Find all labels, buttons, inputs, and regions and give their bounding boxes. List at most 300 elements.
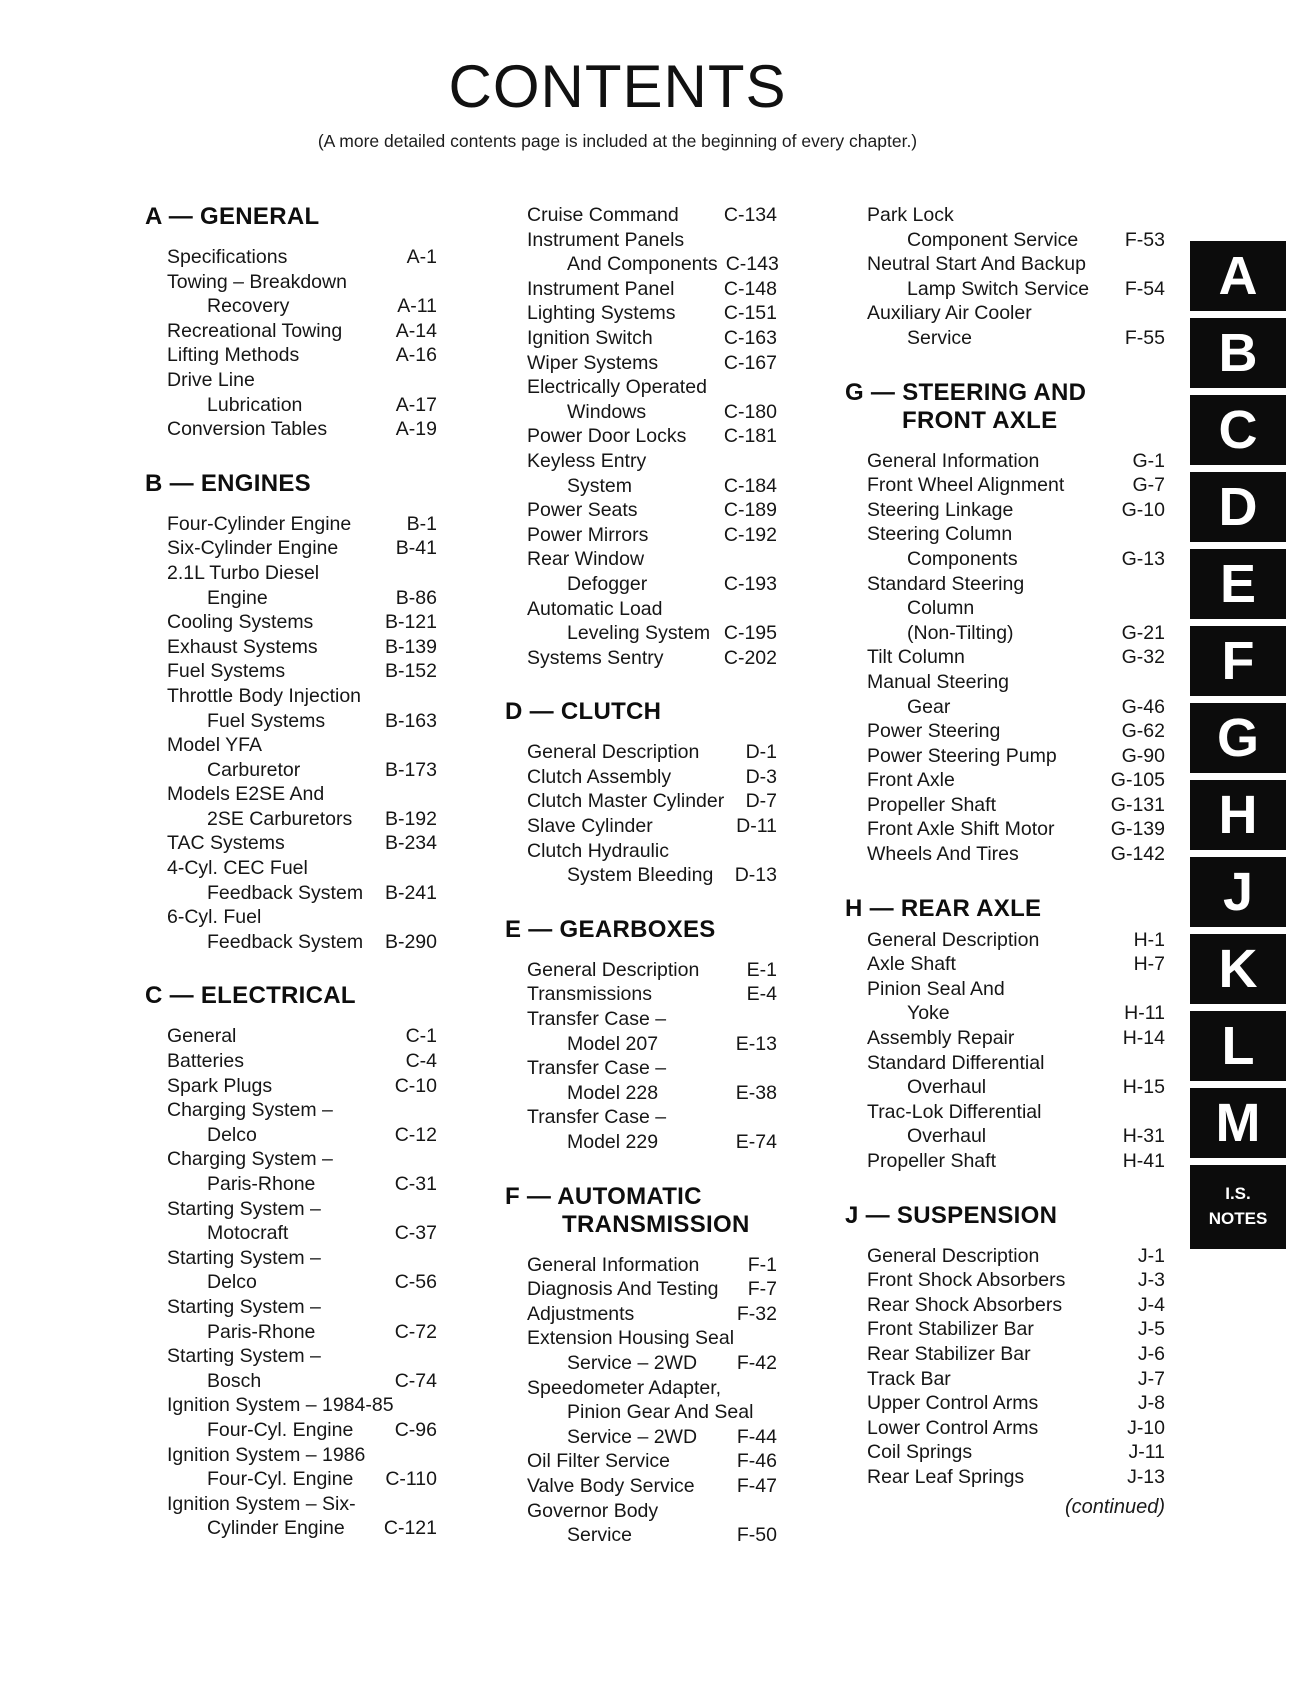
toc-entry-label: Axle Shaft (867, 953, 956, 976)
toc-entry-label: Four-Cylinder Engine (167, 512, 352, 535)
toc-entry-label: Trac-Lok Differential (867, 1100, 1042, 1123)
section-heading: G — STEERING AND FRONT AXLE (845, 378, 1087, 434)
section-heading: A — GENERAL (145, 203, 320, 230)
toc-entry-label: Steering Linkage (867, 498, 1014, 521)
toc-entry-page-number: C-151 (723, 302, 777, 325)
toc-entry (505, 621, 777, 646)
toc-entry-label: General Description (867, 1244, 1040, 1267)
toc-entry-page-number: C-134 (723, 204, 777, 226)
toc-entry-page-number: C-192 (723, 523, 777, 546)
toc-entry-page-number: E-1 (746, 958, 777, 981)
toc-entry-page-number: J-4 (1137, 1293, 1165, 1316)
toc-entry (145, 831, 437, 856)
toc-entry-label: Extension Housing Seal (527, 1327, 735, 1350)
toc-entry (505, 547, 777, 572)
toc-entry-label: Transfer Case – (527, 1057, 667, 1080)
toc-entry-label: Cruise Command (527, 204, 679, 226)
toc-entry (845, 1367, 1165, 1392)
toc-entry (505, 252, 777, 277)
toc-entry-label: Lamp Switch Service (907, 277, 1090, 300)
toc-entry (145, 1516, 437, 1541)
toc-entry-page-number: G-21 (1121, 621, 1165, 644)
toc-entry-page-number: B-86 (395, 586, 437, 609)
toc-entry (145, 684, 437, 709)
toc-entry-label: Power Mirrors (527, 523, 649, 546)
toc-entry-page-number: B-192 (384, 807, 437, 830)
toc-entry (145, 417, 437, 442)
toc-entry-label: Front Axle (867, 769, 955, 792)
toc-entry-label: Model YFA (167, 734, 263, 757)
toc-entry-page-number: A-11 (397, 295, 437, 318)
toc-entry (145, 343, 437, 368)
toc-entry-label: Lubrication (207, 393, 303, 416)
toc-entry-page-number: F-50 (736, 1524, 777, 1547)
toc-entry-label: Yoke (907, 1002, 950, 1025)
toc-entry-label: Drive Line (167, 368, 255, 391)
toc-entry-page-number: G-105 (1110, 769, 1165, 792)
toc-entry-label: Overhaul (907, 1076, 987, 1099)
toc-entry-page-number: H-41 (1122, 1150, 1165, 1172)
toc-entry (505, 572, 777, 597)
toc-entry (845, 1075, 1165, 1100)
toc-entry (505, 449, 777, 474)
toc-entry (505, 1351, 777, 1376)
toc-entry (505, 1007, 777, 1032)
toc-entry-label: (Non-Tilting) (907, 621, 1014, 644)
toc-entry-label: Bosch (207, 1369, 262, 1392)
toc-entry-page-number: C-193 (723, 572, 777, 595)
toc-entry (845, 1001, 1165, 1026)
toc-entry (145, 807, 437, 832)
toc-entry (845, 1149, 1165, 1174)
toc-entry (505, 958, 777, 983)
toc-entry-label: Starting System – (167, 1197, 321, 1220)
toc-entry-label: Recovery (207, 295, 290, 318)
toc-entry-label: Keyless Entry (527, 449, 647, 472)
toc-entry (145, 1270, 437, 1295)
toc-entry (145, 512, 437, 537)
toc-entry (145, 1172, 437, 1197)
toc-entry (845, 596, 1165, 621)
section-heading: D — CLUTCH (505, 698, 662, 726)
toc-entry-label: Feedback System (207, 930, 364, 953)
toc-entry-page-number: G-7 (1132, 474, 1165, 497)
chapter-tab-m: M (1190, 1088, 1286, 1158)
toc-entry-label: Motocraft (207, 1222, 289, 1245)
toc-entry-label: Clutch Hydraulic (527, 839, 669, 862)
chapter-tab-is-notes: I.S. NOTES (1190, 1165, 1286, 1249)
toc-entry-label: Assembly Repair (867, 1027, 1015, 1050)
toc-entry (145, 1320, 437, 1345)
toc-entry (505, 498, 777, 523)
toc-entry (845, 695, 1165, 720)
toc-entry-label: Delco (207, 1123, 257, 1146)
toc-entry-label: Cylinder Engine (207, 1517, 345, 1540)
toc-entry (845, 473, 1165, 498)
toc-entry-label: Propeller Shaft (867, 793, 996, 816)
toc-entry-label: Service – 2WD (567, 1351, 698, 1374)
toc-entry-label: Carburetor (207, 758, 301, 781)
toc-entry (505, 982, 777, 1007)
toc-entry-label: And Components (567, 253, 718, 276)
toc-entry-page-number: B-163 (384, 709, 437, 732)
toc-entry (145, 782, 437, 807)
toc-entry (505, 301, 777, 326)
chapter-tab-j: J (1190, 857, 1286, 927)
toc-entry-label: 2.1L Turbo Diesel (167, 561, 320, 584)
toc-entry (505, 839, 777, 864)
toc-entry-label: Ignition Switch (527, 326, 653, 349)
toc-entry-page-number: C-12 (394, 1123, 437, 1146)
toc-entry-page-number: C-163 (723, 326, 777, 349)
toc-entry-page-number: F-32 (736, 1302, 777, 1325)
toc-entry-label: Automatic Load (527, 597, 663, 620)
toc-entry-label: Wheels And Tires (867, 843, 1019, 866)
toc-entry (145, 1246, 437, 1271)
toc-entry-label: Power Steering Pump (867, 744, 1057, 767)
toc-entry (845, 1440, 1165, 1465)
toc-entry (145, 733, 437, 758)
toc-entry-label: General Information (867, 449, 1040, 472)
toc-entry-page-number: C-184 (723, 474, 777, 497)
toc-entry (505, 228, 777, 253)
toc-entry-label: Pinion Gear And Seal (567, 1401, 754, 1424)
toc-entry-page-number: G-1 (1132, 449, 1165, 472)
toc-entry-label: Speedometer Adapter, (527, 1376, 722, 1399)
chapter-tab-l: L (1190, 1011, 1286, 1081)
toc-entry-label: Transfer Case – (527, 1106, 667, 1129)
toc-entry-label: Recreational Towing (167, 319, 343, 342)
toc-entry (845, 670, 1165, 695)
toc-entry-label: Upper Control Arms (867, 1392, 1039, 1415)
toc-entry (845, 228, 1165, 253)
toc-entry-label: Rear Shock Absorbers (867, 1293, 1063, 1316)
toc-entry-label: Wiper Systems (527, 351, 659, 374)
toc-entry-label: Lower Control Arms (867, 1416, 1039, 1439)
toc-entry (145, 1369, 437, 1394)
toc-entry-label: Diagnosis And Testing (527, 1278, 719, 1301)
toc-entry-page-number: J-10 (1127, 1416, 1165, 1439)
toc-entry (845, 928, 1165, 953)
toc-entry (845, 952, 1165, 977)
toc-entry-page-number: J-5 (1137, 1318, 1165, 1341)
toc-entry-page-number: C-110 (385, 1468, 437, 1491)
toc-entry (145, 1024, 437, 1049)
toc-entry-label: Throttle Body Injection (167, 684, 362, 707)
toc-entry-label: Windows (567, 400, 647, 423)
toc-entry-label: Paris-Rhone (207, 1173, 316, 1195)
toc-entry-label: Front Stabilizer Bar (867, 1318, 1034, 1341)
toc-entry (845, 572, 1165, 597)
toc-entry (505, 277, 777, 302)
toc-entry-label: Fuel Systems (167, 660, 286, 683)
toc-entry-label: Steering Column (867, 523, 1013, 546)
toc-entry-label: Six-Cylinder Engine (167, 537, 339, 560)
toc-entry (145, 659, 437, 684)
toc-entry (505, 351, 777, 376)
toc-entry (145, 1492, 437, 1517)
toc-entry-label: Electrically Operated (527, 376, 707, 399)
toc-entry-label: General Information (527, 1253, 700, 1276)
toc-entry-page-number: G-46 (1121, 695, 1165, 718)
toc-column-3 (845, 203, 1165, 1490)
toc-entry-label: Track Bar (867, 1367, 951, 1390)
toc-entry-label: Service (907, 326, 973, 349)
toc-entry (145, 368, 437, 393)
toc-entry-label: Delco (207, 1271, 257, 1294)
toc-entry-page-number: F-44 (736, 1425, 777, 1448)
toc-entry-page-number: B-121 (384, 611, 437, 634)
toc-entry-label: Starting System – (167, 1295, 321, 1318)
toc-entry-page-number: A-1 (406, 246, 437, 268)
toc-entry-page-number: J-8 (1137, 1392, 1165, 1415)
toc-entry-label: Neutral Start And Backup (867, 253, 1086, 276)
toc-entry-page-number: C-10 (394, 1074, 437, 1097)
toc-entry (505, 646, 777, 671)
toc-entry (845, 522, 1165, 547)
toc-entry (505, 1081, 777, 1106)
toc-entry-label: Front Wheel Alignment (867, 474, 1065, 497)
toc-entry-label: Ignition System – Six- (167, 1492, 356, 1515)
toc-entry-page-number: G-131 (1110, 793, 1165, 816)
toc-entry-label: Front Shock Absorbers (867, 1269, 1066, 1292)
toc-entry (845, 793, 1165, 818)
toc-entry-label: Model 228 (567, 1081, 659, 1104)
toc-entry (145, 1197, 437, 1222)
chapter-tab-strip (1190, 241, 1286, 1249)
page-title: CONTENTS (448, 53, 787, 120)
toc-entry-label: Cooling Systems (167, 611, 314, 634)
toc-entry-label: General Description (527, 741, 700, 764)
toc-entry-page-number: C-4 (405, 1050, 437, 1073)
toc-entry (505, 1302, 777, 1327)
toc-entry-label: Clutch Assembly (527, 765, 672, 788)
toc-column-1 (145, 203, 437, 1541)
toc-entry-label: Rear Leaf Springs (867, 1465, 1025, 1488)
toc-entry-label: Rear Window (527, 548, 645, 571)
toc-entry (145, 319, 437, 344)
toc-entry-label: Park Lock (867, 204, 954, 226)
toc-column-2 (505, 203, 777, 1548)
toc-entry (505, 1056, 777, 1081)
toc-entry (505, 1425, 777, 1450)
toc-entry-label: General Description (867, 928, 1040, 951)
toc-entry-page-number: F-55 (1124, 326, 1165, 349)
toc-entry (845, 326, 1165, 351)
toc-entry-label: Defogger (567, 572, 648, 595)
section-heading: C — ELECTRICAL (145, 982, 356, 1010)
toc-entry-label: 6-Cyl. Fuel (167, 906, 262, 929)
toc-entry-page-number: B-241 (384, 881, 437, 904)
toc-entry-page-number: G-90 (1121, 744, 1165, 767)
toc-entry (845, 1317, 1165, 1342)
toc-entry-page-number: H-1 (1133, 928, 1165, 951)
section-heading: F — AUTOMATIC TRANSMISSION (505, 1182, 750, 1238)
toc-entry-page-number: F-47 (736, 1474, 777, 1497)
toc-entry (505, 740, 777, 765)
toc-entry-page-number: H-7 (1133, 953, 1165, 976)
toc-entry (145, 1418, 437, 1443)
toc-entry-page-number: B-290 (384, 930, 437, 953)
toc-entry-label: 2SE Carburetors (207, 807, 353, 830)
continued-note: (continued) (1064, 1496, 1165, 1518)
toc-entry-page-number: C-148 (723, 277, 777, 300)
toc-entry-page-number: C-195 (723, 622, 777, 645)
toc-entry (145, 1467, 437, 1492)
toc-entry-label: Engine (207, 586, 268, 609)
toc-entry (145, 1074, 437, 1099)
toc-entry (145, 1221, 437, 1246)
toc-entry (845, 719, 1165, 744)
toc-entry-label: Spark Plugs (167, 1074, 273, 1097)
toc-entry-label: 4-Cyl. CEC Fuel (167, 857, 308, 880)
toc-entry (505, 1523, 777, 1548)
toc-entry-page-number: G-142 (1110, 843, 1165, 866)
toc-entry-page-number: G-139 (1110, 818, 1165, 841)
toc-entry-page-number: D-1 (745, 741, 777, 764)
toc-entry-page-number: H-15 (1122, 1076, 1165, 1099)
toc-entry-label: Adjustments (527, 1302, 635, 1325)
toc-entry-label: Batteries (167, 1050, 244, 1073)
toc-entry (505, 1130, 777, 1155)
toc-entry (145, 930, 437, 955)
toc-entry (845, 277, 1165, 302)
toc-entry (145, 1344, 437, 1369)
toc-entry-page-number: E-38 (735, 1081, 777, 1104)
toc-entry (145, 536, 437, 561)
toc-entry (505, 1449, 777, 1474)
toc-entry-label: Overhaul (907, 1125, 987, 1148)
toc-entry (845, 301, 1165, 326)
section-heading: H — REAR AXLE (845, 894, 1042, 922)
toc-entry (145, 758, 437, 783)
toc-entry-label: Component Service (907, 228, 1079, 251)
chapter-tab-g: G (1190, 703, 1286, 773)
toc-entry-page-number: J-3 (1137, 1269, 1165, 1292)
toc-entry-label: Power Door Locks (527, 425, 687, 448)
toc-entry-page-number: G-10 (1121, 498, 1165, 521)
section-heading: B — ENGINES (145, 469, 311, 497)
toc-entry-label: Propeller Shaft (867, 1150, 996, 1172)
toc-entry-page-number: C-202 (723, 646, 777, 669)
section-heading: E — GEARBOXES (505, 915, 716, 943)
toc-entry-page-number: F-42 (736, 1351, 777, 1374)
toc-entry-label: Components (907, 547, 1018, 570)
toc-entry-label: Standard Steering (867, 572, 1025, 595)
toc-entry (145, 856, 437, 881)
toc-entry (505, 474, 777, 499)
toc-entry-page-number: F-1 (747, 1253, 777, 1276)
toc-entry (145, 635, 437, 660)
toc-entry-label: Four-Cyl. Engine (207, 1418, 354, 1441)
section-heading: J — SUSPENSION (845, 1201, 1058, 1229)
toc-entry-label: Transfer Case – (527, 1008, 667, 1031)
toc-entry (145, 1049, 437, 1074)
toc-entry-label: Feedback System (207, 881, 364, 904)
toc-entry-label: Towing – Breakdown (167, 270, 347, 293)
toc-entry (505, 1253, 777, 1278)
toc-entry (505, 765, 777, 790)
toc-entry (505, 1105, 777, 1130)
chapter-tab-k: K (1190, 934, 1286, 1004)
toc-entry (505, 326, 777, 351)
toc-entry-page-number: A-19 (395, 418, 437, 441)
toc-entry-label: Lifting Methods (167, 344, 300, 367)
toc-entry (505, 814, 777, 839)
toc-entry-page-number: C-167 (723, 351, 777, 374)
toc-entry (845, 817, 1165, 842)
toc-entry (845, 1293, 1165, 1318)
toc-entry-page-number: F-53 (1124, 228, 1165, 251)
toc-entry-page-number: H-14 (1122, 1027, 1165, 1050)
toc-entry-label: Starting System – (167, 1345, 321, 1368)
toc-entry-label: Conversion Tables (167, 418, 328, 441)
chapter-tab-b: B (1190, 318, 1286, 388)
toc-entry-label: Manual Steering (867, 670, 1010, 693)
toc-entry (505, 424, 777, 449)
toc-entry-label: Valve Body Service (527, 1474, 695, 1497)
toc-entry-page-number: C-1 (405, 1025, 437, 1048)
toc-entry-page-number: C-121 (383, 1517, 437, 1540)
toc-entry (505, 400, 777, 425)
toc-entry-label: Power Seats (527, 499, 638, 522)
toc-entry (145, 1147, 437, 1172)
toc-entry-label: Model 207 (567, 1032, 659, 1055)
toc-entry (145, 881, 437, 906)
toc-entry-label: Specifications (167, 246, 288, 268)
toc-entry (845, 1416, 1165, 1441)
toc-entry-page-number: B-152 (384, 660, 437, 683)
toc-entry (845, 1026, 1165, 1051)
toc-entry-page-number: E-74 (735, 1131, 777, 1153)
toc-entry-page-number: F-7 (747, 1278, 777, 1301)
toc-entry-label: Coil Springs (867, 1441, 973, 1464)
toc-entry-page-number: J-6 (1137, 1342, 1165, 1365)
toc-entry (145, 1123, 437, 1148)
toc-entry (845, 547, 1165, 572)
toc-entry-label: System Bleeding (567, 864, 714, 887)
toc-entry (145, 610, 437, 635)
toc-entry-page-number: A-16 (395, 344, 437, 367)
toc-entry (145, 905, 437, 930)
toc-entry-label: Power Steering (867, 720, 1001, 743)
toc-entry-label: Governor Body (527, 1499, 659, 1522)
toc-entry (145, 1098, 437, 1123)
toc-entry (845, 498, 1165, 523)
toc-entry-label: Paris-Rhone (207, 1320, 316, 1343)
toc-entry (145, 586, 437, 611)
toc-entry-page-number: C-37 (394, 1222, 437, 1245)
toc-entry-label: Gear (907, 695, 951, 718)
toc-entry (505, 523, 777, 548)
toc-entry-page-number: G-13 (1121, 547, 1165, 570)
toc-entry (145, 709, 437, 734)
toc-entry-label: Starting System – (167, 1246, 321, 1269)
toc-entry (145, 245, 437, 270)
chapter-tab-a: A (1190, 241, 1286, 311)
chapter-tab-c: C (1190, 395, 1286, 465)
toc-entry-label: Exhaust Systems (167, 635, 318, 658)
toc-entry (845, 203, 1165, 228)
toc-entry-page-number: F-54 (1124, 277, 1165, 300)
toc-entry-page-number: H-11 (1124, 1002, 1165, 1025)
toc-entry-page-number: C-31 (394, 1173, 437, 1195)
toc-entry-page-number: B-139 (384, 635, 437, 658)
toc-entry (845, 842, 1165, 867)
chapter-tab-d: D (1190, 472, 1286, 542)
toc-entry-page-number: J-1 (1137, 1244, 1165, 1267)
toc-entry-page-number: G-32 (1121, 646, 1165, 669)
